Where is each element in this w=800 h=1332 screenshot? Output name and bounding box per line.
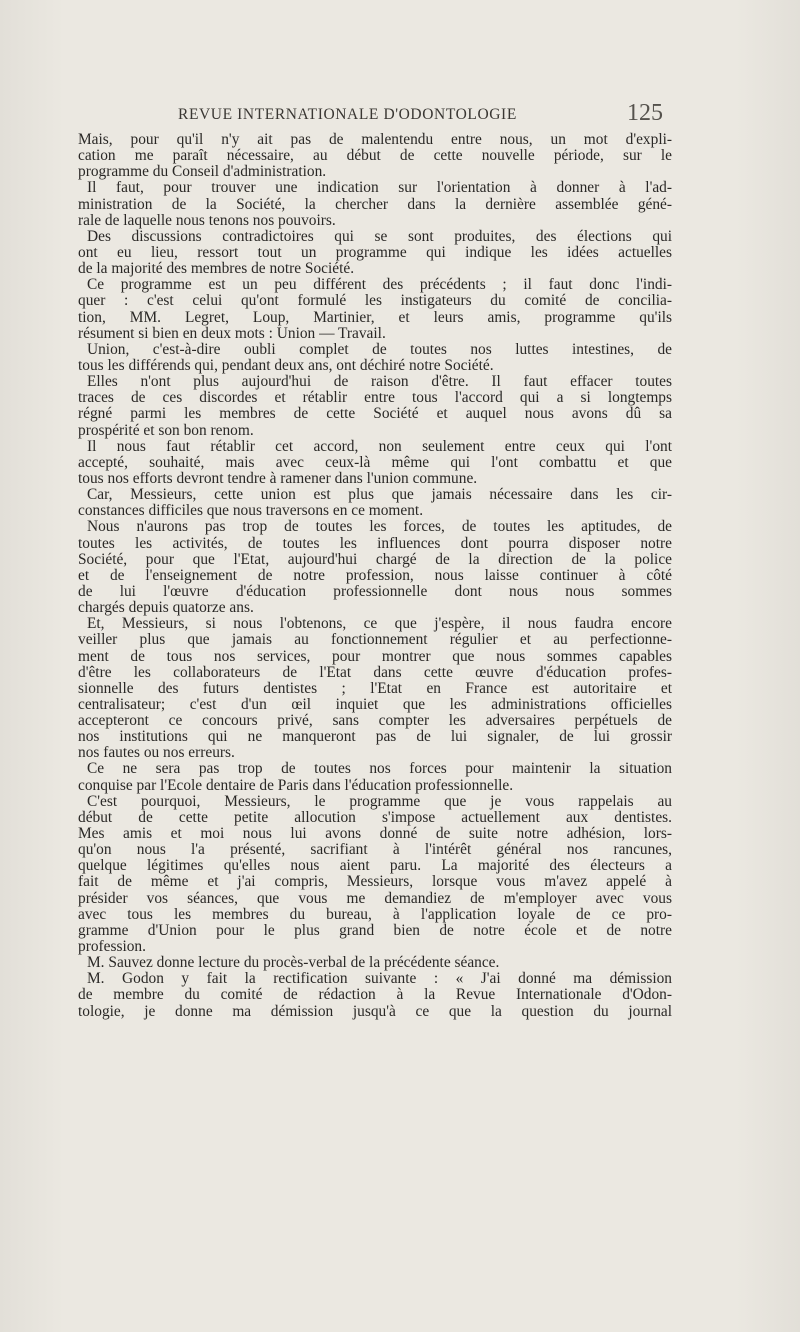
page-number: 125 bbox=[627, 100, 663, 126]
text-line: constances difficiles que nous traversons en ce moment. bbox=[78, 502, 424, 520]
text-line: C'est pourquoi, Messieurs, le programme que je vous rappelais au bbox=[87, 792, 672, 810]
text-line: programme du Conseil d'administration. bbox=[78, 163, 327, 181]
text-line: centralisateur; c'est d'un œil inquiet que les administrations officielles bbox=[78, 695, 672, 713]
text-line: cation me paraît nécessaire, au début de cette nouvelle période, sur le bbox=[78, 147, 672, 165]
text-line: Il nous faut rétablir cet accord, non seulement entre ceux qui l'ont bbox=[87, 437, 672, 455]
text-line: gramme d'Union pour le plus grand bien de notre école et de notre bbox=[78, 921, 672, 939]
text-line: Nous n'aurons pas trop de toutes les forces, de toutes les aptitudes, de bbox=[87, 518, 672, 536]
text-line: profession. bbox=[78, 938, 146, 956]
text-line: de lui l'œuvre d'éducation professionnelle dont nous nous sommes bbox=[78, 582, 672, 600]
text-line: Car, Messieurs, cette union est plus que jamais nécessaire dans les cir- bbox=[87, 486, 672, 504]
text-line: tologie, je donne ma démission jusqu'à ce que la question du journal bbox=[78, 1002, 672, 1020]
text-line: Société, pour que l'Etat, aujourd'hui chargé de la direction de la police bbox=[78, 550, 672, 568]
text-line: tous les différends qui, pendant deux ans, ont déchiré notre Société. bbox=[78, 356, 494, 374]
text-line bbox=[78, 326, 672, 342]
text-line: sionnelle des futurs dentistes ; l'Etat en France est autoritaire et bbox=[78, 679, 672, 697]
text-line: de membre du comité de rédaction à la Revue Internationale d'Odon- bbox=[78, 986, 672, 1004]
page-header bbox=[0, 100, 800, 134]
text-line: accepteront ce concours privé, sans compter les adversaires perpétuels de bbox=[78, 712, 672, 730]
text-line: d'être les collaborateurs de l'Etat dans cette œuvre d'éducation profes- bbox=[78, 663, 672, 681]
text-line bbox=[78, 1020, 672, 1036]
text-line: Mes amis et moi nous lui avons donné de suite notre adhésion, lors- bbox=[78, 825, 672, 843]
text-line: Ce programme est un peu différent des précédents ; il faut donc l'indi- bbox=[87, 276, 672, 294]
text-line: chargés depuis quatorze ans. bbox=[78, 599, 254, 617]
text-line: veiller plus que jamais au fonctionnement régulier et au perfectionne- bbox=[78, 631, 672, 649]
text-line: conquise par l'Ecole dentaire de Paris dans l'éducation professionnelle. bbox=[78, 776, 514, 794]
text-line: traces de ces discordes et rétablir entre tous l'accord qui a si longtemps bbox=[78, 389, 672, 407]
text-line: début de cette petite allocution s'impose actuellement aux dentistes. bbox=[78, 808, 672, 826]
text-line: toutes les activités, de toutes les influences dont pourra disposer notre bbox=[78, 534, 672, 552]
text-line: M. Sauvez donne lecture du procès-verbal de la précédente séance. bbox=[87, 954, 500, 972]
text-line: Union, c'est-à-dire oubli complet de toutes nos luttes intestines, de bbox=[87, 340, 672, 358]
text-line: qu'on nous l'a présenté, sacrifiant à l'intérêt général nos rancunes, bbox=[78, 841, 672, 859]
text-line: tous nos efforts devront tendre à ramener dans l'union commune. bbox=[78, 469, 478, 487]
text-line: M. Godon y fait la rectification suivante : « J'ai donné ma démission bbox=[87, 970, 672, 988]
text-line: ministration de la Société, la chercher dans la dernière assemblée géné- bbox=[78, 195, 672, 213]
text-line: accepté, souhaité, mais avec ceux-là même qui l'ont combattu et que bbox=[78, 453, 672, 471]
text-line: Mais, pour qu'il n'y ait pas de malentendu entre nous, un mot d'expli- bbox=[78, 131, 672, 148]
text-line: de la majorité des membres de notre Société. bbox=[78, 260, 355, 278]
text-line: quelque légitimes qu'elles nous aient paru. La majorité des électeurs a bbox=[78, 857, 672, 875]
text-line: ment de tous nos services, pour montrer que nous sommes capables bbox=[78, 647, 672, 665]
text-line-part: résument si bien en deux mots : Union — Travail. bbox=[78, 324, 386, 342]
text-line: nos institutions qui ne manqueront pas de lui signaler, de lui grossir bbox=[78, 728, 672, 746]
text-line: nos fautes ou nos erreurs. bbox=[78, 744, 235, 762]
text-line: régné parmi les membres de cette Société et auquel nous avons dû sa bbox=[78, 405, 672, 423]
text-line: avec tous les membres du bureau, à l'application loyale de ce pro- bbox=[78, 905, 672, 923]
text-line: ont eu lieu, ressort tout un programme qui indique les idées actuelles bbox=[78, 243, 672, 261]
text-line: rale de laquelle nous tenons nos pouvoirs. bbox=[78, 211, 336, 229]
body-text bbox=[78, 132, 672, 1036]
text-line: Elles n'ont plus aujourd'hui de raison d'être. Il faut effacer toutes bbox=[87, 373, 672, 391]
text-line: présider vos séances, que vous me demandiez de m'employer avec vous bbox=[78, 889, 672, 907]
text-line: quer : c'est celui qu'ont formulé les instigateurs du comité de concilia- bbox=[78, 292, 672, 310]
text-line: et de l'enseignement de notre profession, nous laisse continuer à côté bbox=[78, 566, 672, 584]
running-title: REVUE INTERNATIONALE D'ODONTOLOGIE bbox=[178, 106, 517, 123]
text-line: Ce ne sera pas trop de toutes nos forces pour maintenir la situation bbox=[87, 760, 672, 778]
text-line: tion, MM. Legret, Loup, Martinier, et leurs amis, programme qu'ils bbox=[78, 308, 672, 326]
text-line: Et, Messieurs, si nous l'obtenons, ce que j'espère, il nous faudra encore bbox=[87, 615, 672, 633]
text-line: Des discussions contradictoires qui se sont produites, des élections qui bbox=[87, 227, 672, 245]
text-line: Il faut, pour trouver une indication sur l'orientation à donner à l'ad- bbox=[87, 179, 672, 197]
text-line: prospérité et son bon renom. bbox=[78, 421, 254, 439]
text-line: fait de même et j'ai compris, Messieurs, lorsque vous m'avez appelé à bbox=[78, 873, 672, 891]
